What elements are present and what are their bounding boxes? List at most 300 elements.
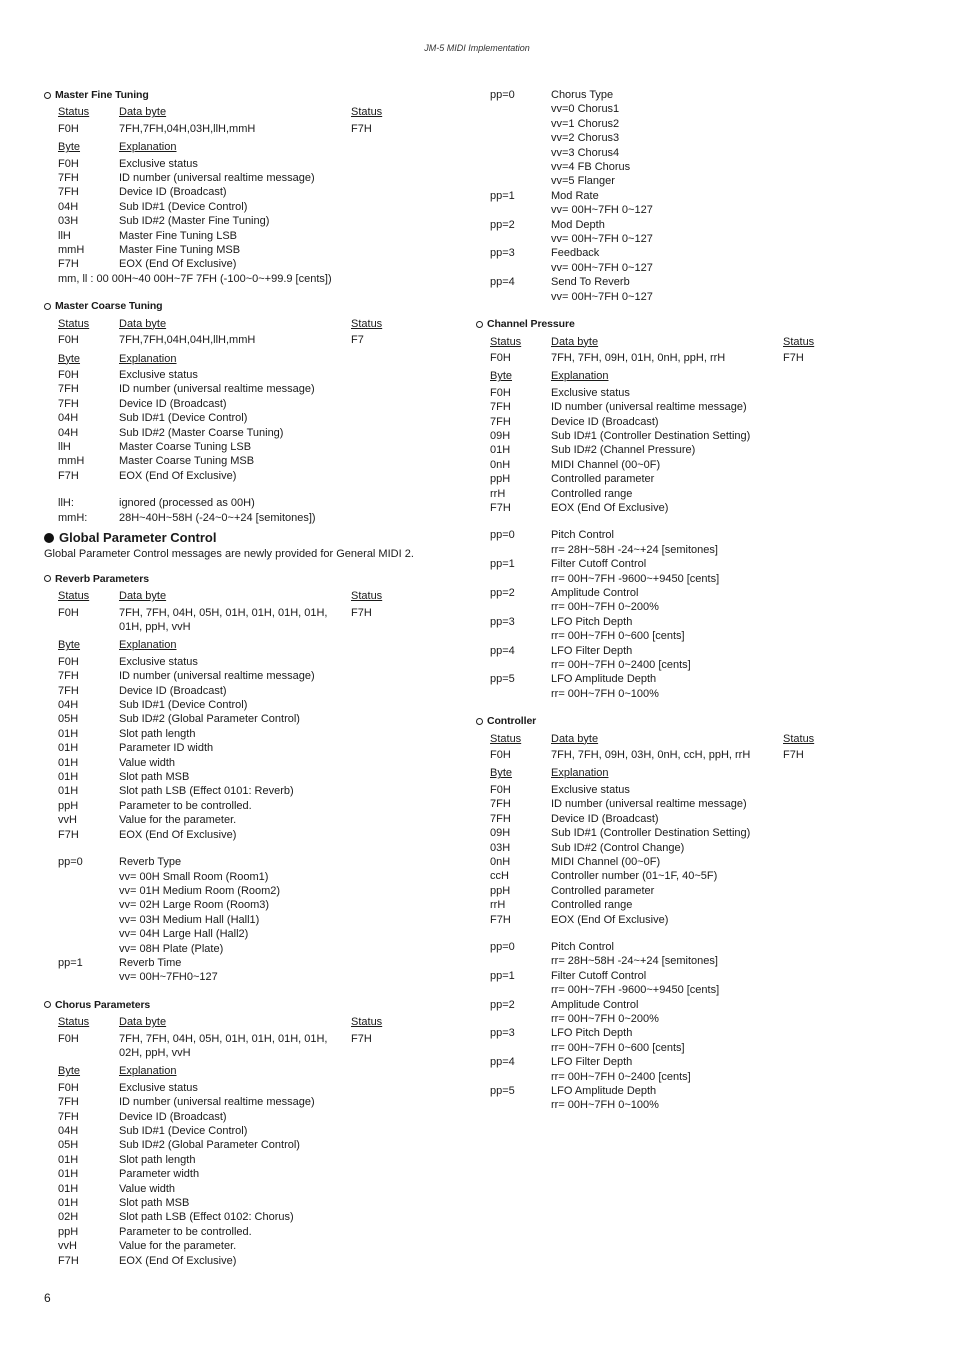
byte-row <box>490 869 916 883</box>
byte-row <box>58 1153 444 1167</box>
byte-code: F0H <box>490 386 511 399</box>
byte-code: 7FH <box>490 415 511 428</box>
byte-row <box>490 472 916 486</box>
byte-code: F0H <box>490 783 511 796</box>
param-key: pp=3 <box>490 247 515 260</box>
param-value: vv= 00H~7FH 0~127 <box>551 204 653 217</box>
byte-code: 7FH <box>58 397 79 410</box>
param-row <box>490 672 916 686</box>
byte-explanation: Sub ID#1 (Device Control) <box>119 200 248 213</box>
byte-row <box>490 458 916 472</box>
status-row: F0H 7FH, 7FH, 04H, 05H, 01H, 01H, 01H, 01H, 02H, ppH, vvH F7H <box>58 1032 372 1059</box>
byte-explanation: EOX (End Of Exclusive) <box>551 913 669 926</box>
global-heading: Global Parameter Control <box>44 531 444 545</box>
param-value: vv=0 Chorus1 <box>551 103 620 116</box>
byte-explanation: ID number (universal realtime message) <box>551 798 747 811</box>
byte-code: 01H <box>58 1168 79 1181</box>
byte-code: mmH <box>58 244 85 257</box>
param-value: vv=2 Chorus3 <box>551 132 620 145</box>
list-line: vv= 01H Medium Room (Room2) <box>119 884 281 897</box>
param-label: Amplitude Control <box>551 587 639 599</box>
byte-header-row: Byte Explanation <box>58 639 177 652</box>
param-label: Mod Rate <box>551 189 599 202</box>
byte-code: F7H <box>58 1254 79 1267</box>
byte-explanation: MIDI Channel (00~0F) <box>551 458 661 471</box>
byte-row <box>58 698 444 712</box>
byte-explanation: Controller number (01~1F, 40~5F) <box>551 870 718 883</box>
byte-row <box>490 855 916 869</box>
byte-explanation: EOX (End Of Exclusive) <box>551 501 669 514</box>
byte-explanation: Value width <box>119 756 176 769</box>
param-range: rr= 28H~58H -24~+24 [semitones] <box>551 543 718 556</box>
byte-row <box>58 1196 444 1210</box>
byte-row <box>58 368 444 382</box>
byte-code: 01H <box>58 1197 79 1210</box>
param-range: rr= 00H~7FH 0~600 [cents] <box>551 1041 685 1054</box>
byte-code: mmH <box>58 455 85 468</box>
byte-explanation: Exclusive status <box>119 655 198 668</box>
byte-code: 04H <box>58 1125 79 1137</box>
param-row <box>490 528 916 542</box>
section-bullet-icon <box>44 303 51 310</box>
byte-row <box>58 1210 444 1224</box>
status-row: F0H 7FH, 7FH, 04H, 05H, 01H, 01H, 01H, 01H, 01H, ppH, vvH F7H <box>58 606 372 633</box>
byte-code: 7FH <box>58 1110 79 1123</box>
status-header-row: Status Data byte Status <box>490 335 815 348</box>
byte-explanation: Slot path LSB (Effect 0102: Chorus) <box>119 1211 294 1224</box>
byte-row <box>58 813 444 827</box>
param-row <box>490 969 916 983</box>
byte-explanation: Sub ID#1 (Device Control) <box>119 412 248 425</box>
byte-explanation: Exclusive status <box>119 368 198 381</box>
byte-code: 0nH <box>490 458 511 471</box>
byte-code: 03H <box>490 841 511 854</box>
param-label: Filter Cutoff Control <box>551 558 647 571</box>
param-row <box>490 940 916 954</box>
byte-list <box>58 368 444 483</box>
param-key: pp=5 <box>490 1085 515 1097</box>
param-row <box>490 246 916 260</box>
param-list <box>490 528 916 701</box>
param-key: pp=0 <box>490 940 515 953</box>
param-label: LFO Filter Depth <box>551 1056 633 1069</box>
section-title: Master Coarse Tuning <box>55 300 163 313</box>
byte-row <box>58 727 444 741</box>
param-range: rr= 00H~7FH -9600~+9450 [cents] <box>551 984 720 997</box>
param-key: pp=3 <box>490 615 515 628</box>
param-key: pp=0 <box>490 89 515 101</box>
byte-code: 0nH <box>490 855 511 868</box>
byte-explanation: Value width <box>119 1182 176 1195</box>
section-master-fine-tuning <box>44 88 444 286</box>
byte-code: F0H <box>58 368 79 381</box>
section-title: Channel Pressure <box>487 318 575 331</box>
param-label: Filter Cutoff Control <box>551 969 647 982</box>
param-value: vv=4 FB Chorus <box>551 161 631 174</box>
param-row <box>490 1026 916 1040</box>
byte-explanation: ID number (universal realtime message) <box>119 1096 315 1109</box>
byte-explanation: Sub ID#2 (Control Change) <box>551 841 685 854</box>
section-title: Controller <box>487 715 537 728</box>
byte-row <box>58 440 444 454</box>
byte-row <box>58 799 444 813</box>
byte-explanation: Parameter to be controlled. <box>119 799 252 812</box>
global-intro: Global Parameter Control messages are newly provided for General MIDI 2. <box>44 548 414 561</box>
status-header-row: Status Data byte Status <box>58 590 383 603</box>
param-label: Pitch Control <box>551 529 614 542</box>
byte-explanation: Sub ID#1 (Controller Destination Setting) <box>551 429 751 442</box>
param-row <box>490 189 916 203</box>
byte-code: F0H <box>58 157 79 170</box>
byte-row <box>490 841 916 855</box>
byte-row <box>490 812 916 826</box>
byte-row <box>58 741 444 755</box>
byte-explanation: Controlled range <box>551 899 633 912</box>
byte-row <box>58 382 444 396</box>
byte-code: F7H <box>58 258 79 271</box>
byte-explanation: Device ID (Broadcast) <box>119 684 227 697</box>
param-range: rr= 00H~7FH 0~100% <box>551 687 659 700</box>
param-label: Chorus Type <box>551 89 614 101</box>
byte-row <box>58 1254 444 1268</box>
byte-explanation: Sub ID#1 (Device Control) <box>119 1125 248 1137</box>
section-bullet-icon <box>476 321 483 328</box>
byte-explanation: Parameter to be controlled. <box>119 1225 252 1238</box>
byte-row <box>58 1225 444 1239</box>
param-row: pp=0 Reverb Type <box>58 856 182 869</box>
byte-row <box>490 429 916 443</box>
byte-row <box>58 1110 444 1124</box>
byte-code: 7FH <box>58 670 79 683</box>
byte-code: llH: <box>58 497 74 510</box>
param-range: rr= 00H~7FH 0~600 [cents] <box>551 630 685 643</box>
byte-explanation: Parameter ID width <box>119 742 214 755</box>
byte-row <box>58 454 444 468</box>
byte-list <box>58 1081 444 1268</box>
byte-code: 04H <box>58 699 79 712</box>
byte-code: rrH <box>490 487 506 500</box>
byte-row <box>58 1167 444 1181</box>
byte-row <box>58 669 444 683</box>
byte-explanation: Device ID (Broadcast) <box>551 415 659 428</box>
byte-row <box>58 214 444 228</box>
param-row <box>490 1055 916 1069</box>
param-row: pp=1 Reverb Time <box>58 956 182 969</box>
byte-row <box>58 171 444 185</box>
byte-explanation: Exclusive status <box>119 157 198 170</box>
param-range: rr= 00H~7FH 0~2400 [cents] <box>551 1070 691 1083</box>
byte-list <box>490 386 916 516</box>
byte-explanation: Slot path MSB <box>119 1197 190 1210</box>
param-key: pp=5 <box>490 673 515 686</box>
byte-explanation: Exclusive status <box>551 386 630 399</box>
byte-row <box>58 1182 444 1196</box>
list-line: vv= 08H Plate (Plate) <box>119 942 224 955</box>
list-line: vv= 03H Medium Hall (Hall1) <box>119 913 260 926</box>
byte-code: ppH <box>490 473 511 486</box>
byte-row <box>58 1138 444 1152</box>
byte-explanation: ID number (universal realtime message) <box>119 172 315 185</box>
param-list <box>490 940 916 1113</box>
param-range: rr= 00H~7FH 0~2400 [cents] <box>551 659 691 672</box>
page-header: JM-5 MIDI Implementation <box>424 43 530 53</box>
byte-row <box>490 443 916 457</box>
byte-code: 7FH <box>58 684 79 697</box>
byte-row <box>490 797 916 811</box>
reverb-type-list <box>58 870 444 956</box>
byte-code: 09H <box>490 827 511 840</box>
section-title: Chorus Parameters <box>55 998 151 1011</box>
byte-explanation: ID number (universal realtime message) <box>551 401 747 414</box>
byte-row <box>58 511 444 525</box>
param-label: Mod Depth <box>551 218 605 231</box>
byte-explanation: Device ID (Broadcast) <box>119 397 227 410</box>
byte-explanation: ID number (universal realtime message) <box>119 670 315 683</box>
byte-explanation: Sub ID#2 (Channel Pressure) <box>551 444 696 457</box>
param-label: LFO Amplitude Depth <box>551 1085 657 1097</box>
param-label: Pitch Control <box>551 940 614 953</box>
byte-explanation: Sub ID#2 (Global Parameter Control) <box>119 1139 300 1152</box>
param-key: pp=1 <box>490 189 515 202</box>
status-header-row: Status Data byte Status <box>58 1016 383 1029</box>
page-number: 6 <box>44 1291 51 1305</box>
byte-code: mmH: <box>58 511 88 524</box>
range-note: mm, ll : 00 00H~40 00H~7F 7FH (-100~0~+99.9 [cents]) <box>58 272 332 285</box>
list-line: vv= 00H Small Room (Room1) <box>119 870 269 883</box>
param-value: vv=5 Flanger <box>551 175 615 188</box>
byte-explanation: Slot path length <box>119 727 196 740</box>
byte-explanation: Parameter width <box>119 1168 200 1181</box>
list-line: vv= 02H Large Room (Room3) <box>119 899 270 912</box>
byte-explanation: Slot path LSB (Effect 0101: Reverb) <box>119 785 294 798</box>
param-range: rr= 00H~7FH 0~100% <box>551 1099 659 1112</box>
byte-explanation: Slot path length <box>119 1153 196 1166</box>
status-row: F0H 7FH, 7FH, 09H, 01H, 0nH, ppH, rrH F7H <box>490 351 804 364</box>
param-key: pp=4 <box>490 644 515 657</box>
byte-row <box>490 898 916 912</box>
section-title: Master Fine Tuning <box>55 89 149 101</box>
param-label: LFO Filter Depth <box>551 644 633 657</box>
byte-code: F7H <box>58 828 79 841</box>
right-column <box>476 88 916 1113</box>
byte-explanation: Controlled parameter <box>551 473 655 486</box>
byte-code: 01H <box>58 785 79 798</box>
param-key: pp=1 <box>490 969 515 982</box>
note-list <box>58 496 444 525</box>
byte-explanation: Controlled range <box>551 487 633 500</box>
byte-row <box>58 200 444 214</box>
byte-header-row: Byte Explanation <box>490 370 609 383</box>
byte-explanation: 28H~40H~58H (-24~0~+24 [semitones]) <box>119 511 316 524</box>
byte-code: ppH <box>490 884 511 897</box>
byte-explanation: EOX (End Of Exclusive) <box>119 258 237 271</box>
section-bullet-icon <box>44 575 51 582</box>
byte-list <box>490 783 916 927</box>
byte-code: llH <box>58 440 71 453</box>
section-bullet-icon <box>44 92 51 99</box>
byte-code: 04H <box>58 412 79 425</box>
byte-row <box>58 655 444 669</box>
param-key: pp=2 <box>490 587 515 599</box>
byte-explanation: Device ID (Broadcast) <box>551 812 659 825</box>
byte-row <box>58 185 444 199</box>
param-row <box>490 88 916 102</box>
byte-header-row: Byte Explanation <box>58 141 177 154</box>
byte-explanation: ID number (universal realtime message) <box>119 383 315 396</box>
byte-explanation: Master Fine Tuning LSB <box>119 229 238 242</box>
byte-row <box>490 487 916 501</box>
byte-explanation: EOX (End Of Exclusive) <box>119 828 237 841</box>
byte-explanation: Controlled parameter <box>551 884 655 897</box>
byte-explanation: Value for the parameter. <box>119 1240 237 1253</box>
byte-explanation: Sub ID#2 (Global Parameter Control) <box>119 713 300 726</box>
param-row <box>490 586 916 600</box>
param-range: rr= 00H~7FH -9600~+9450 [cents] <box>551 572 720 585</box>
param-key: pp=3 <box>490 1027 515 1040</box>
byte-code: ppH <box>58 1225 79 1238</box>
byte-row <box>58 756 444 770</box>
byte-code: 01H <box>58 742 79 755</box>
left-column <box>44 88 444 1268</box>
byte-code: 7FH <box>490 798 511 811</box>
section-bullet-icon <box>476 718 483 725</box>
byte-code: 02H <box>58 1211 79 1224</box>
byte-explanation: Exclusive status <box>551 783 630 796</box>
byte-code: 7FH <box>58 1096 79 1109</box>
param-key: pp=2 <box>490 218 515 231</box>
byte-code: 03H <box>58 215 79 228</box>
byte-row <box>58 496 444 510</box>
byte-header-row: Byte Explanation <box>490 767 609 780</box>
param-key: pp=1 <box>490 558 515 571</box>
byte-code: 01H <box>58 756 79 769</box>
byte-list <box>58 157 444 272</box>
byte-explanation: Master Coarse Tuning MSB <box>119 455 255 468</box>
byte-row <box>58 1081 444 1095</box>
byte-code: F0H <box>58 655 79 668</box>
section-master-coarse-tuning <box>44 299 444 525</box>
byte-code: 05H <box>58 1139 79 1152</box>
byte-row <box>58 1239 444 1253</box>
byte-row <box>490 400 916 414</box>
param-label: Feedback <box>551 247 600 260</box>
byte-row <box>58 243 444 257</box>
section-reverb-parameters <box>44 572 444 985</box>
byte-code: 09H <box>490 429 511 442</box>
byte-explanation: MIDI Channel (00~0F) <box>551 855 661 868</box>
param-row <box>490 557 916 571</box>
byte-code: 7FH <box>490 401 511 414</box>
byte-code: 01H <box>58 1153 79 1166</box>
byte-row <box>58 1095 444 1109</box>
byte-row <box>58 469 444 483</box>
byte-row <box>58 426 444 440</box>
byte-row <box>58 157 444 171</box>
param-key: pp=4 <box>490 276 515 289</box>
param-value: vv= 00H~7FH 0~127 <box>551 290 653 303</box>
param-label: Send To Reverb <box>551 276 630 289</box>
param-row <box>490 644 916 658</box>
byte-explanation: Sub ID#1 (Controller Destination Setting) <box>551 827 751 840</box>
byte-explanation: EOX (End Of Exclusive) <box>119 469 237 482</box>
byte-code: vvH <box>58 1240 77 1253</box>
byte-header-row: Byte Explanation <box>58 1065 177 1078</box>
byte-explanation: Sub ID#1 (Device Control) <box>119 699 248 712</box>
byte-explanation: Master Fine Tuning MSB <box>119 244 241 257</box>
byte-code: 7FH <box>58 383 79 396</box>
status-header-row: Status Data byte Status <box>490 732 815 745</box>
byte-explanation: Sub ID#2 (Master Fine Tuning) <box>119 215 270 228</box>
param-label: LFO Amplitude Depth <box>551 673 657 686</box>
byte-row <box>58 712 444 726</box>
byte-row <box>490 783 916 797</box>
byte-code: 04H <box>58 426 79 439</box>
byte-row <box>58 397 444 411</box>
param-key: pp=4 <box>490 1056 515 1069</box>
byte-explanation: Slot path MSB <box>119 771 190 784</box>
byte-explanation: ignored (processed as 00H) <box>119 497 255 510</box>
byte-explanation: Sub ID#2 (Master Coarse Tuning) <box>119 426 284 439</box>
byte-code: ccH <box>490 870 509 883</box>
byte-explanation: EOX (End Of Exclusive) <box>119 1254 237 1267</box>
byte-code: 7FH <box>58 172 79 185</box>
param-range: rr= 00H~7FH 0~200% <box>551 1012 659 1025</box>
byte-code: llH <box>58 229 71 242</box>
byte-list <box>58 655 444 842</box>
byte-code: 05H <box>58 713 79 726</box>
param-row <box>490 615 916 629</box>
param-range: rr= 28H~58H -24~+24 [semitones] <box>551 955 718 968</box>
byte-explanation: Master Coarse Tuning LSB <box>119 440 252 453</box>
status-header-row: Status Data byte Status <box>58 317 383 330</box>
param-label: LFO Pitch Depth <box>551 615 633 628</box>
byte-row <box>490 386 916 400</box>
byte-code: ppH <box>58 799 79 812</box>
section-bullet-icon <box>44 1001 51 1008</box>
byte-code: 01H <box>58 1182 79 1195</box>
byte-code: 01H <box>58 727 79 740</box>
byte-row <box>58 784 444 798</box>
param-value: vv= 00H~7FH 0~127 <box>551 261 653 274</box>
byte-row <box>490 501 916 515</box>
byte-row <box>490 884 916 898</box>
byte-row <box>58 257 444 271</box>
param-range: vv= 00H~7FH0~127 <box>119 971 218 984</box>
byte-code: 04H <box>58 200 79 213</box>
param-key: pp=0 <box>490 529 515 542</box>
byte-explanation: Value for the parameter. <box>119 814 237 827</box>
param-row <box>490 275 916 289</box>
byte-code: F7H <box>490 913 511 926</box>
param-row <box>490 218 916 232</box>
byte-row <box>490 415 916 429</box>
section-controller <box>476 714 916 1113</box>
section-channel-pressure <box>476 317 916 701</box>
list-line: vv= 04H Large Hall (Hall2) <box>119 928 249 941</box>
byte-code: 7FH <box>490 812 511 825</box>
param-row <box>490 1084 916 1098</box>
param-label: Amplitude Control <box>551 998 639 1011</box>
byte-code: vvH <box>58 814 77 827</box>
status-row: F0H 7FH,7FH,04H,03H,llH,mmH F7H <box>58 122 372 135</box>
byte-code: rrH <box>490 899 506 912</box>
byte-code: 01H <box>490 444 511 457</box>
param-value: vv= 00H~7FH 0~127 <box>551 233 653 246</box>
byte-explanation: Device ID (Broadcast) <box>119 186 227 199</box>
param-value: vv=1 Chorus2 <box>551 117 620 130</box>
section-chorus-parameters <box>44 998 444 1268</box>
section-title: Reverb Parameters <box>55 572 150 585</box>
